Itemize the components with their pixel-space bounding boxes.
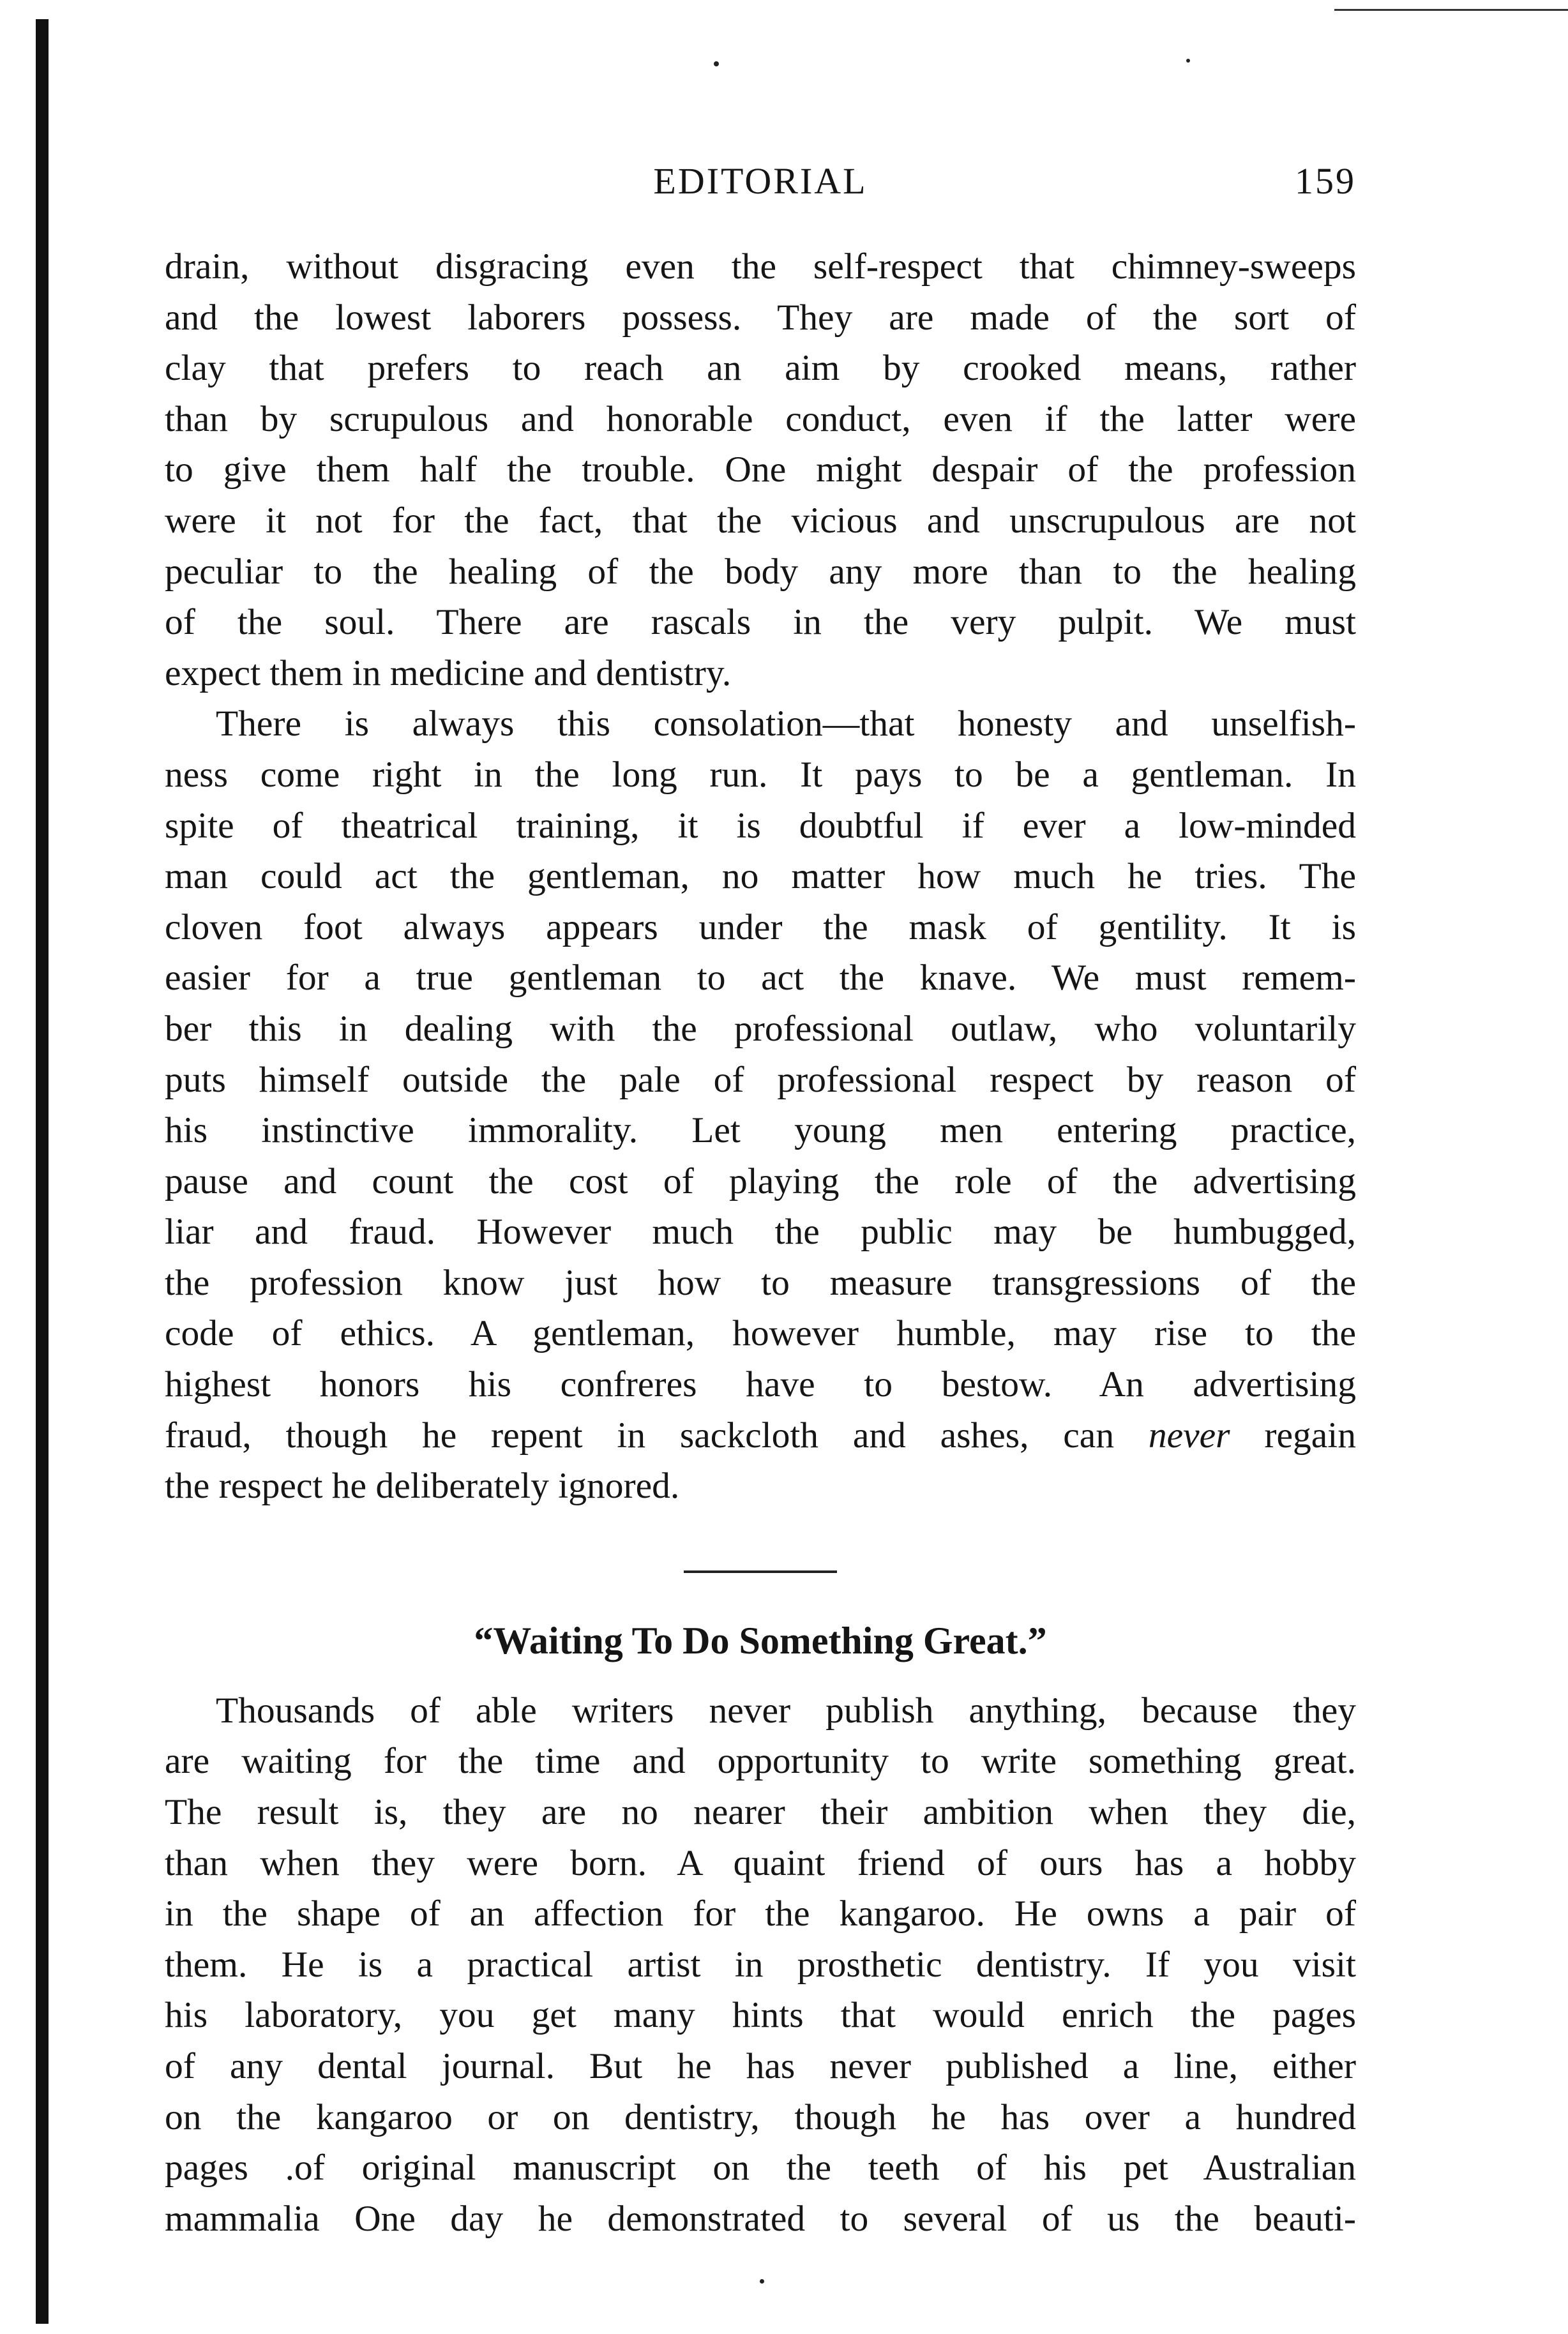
text-line: were it not for the fact, that the vicious and unscrupulous are not [165, 500, 1356, 541]
text-line-with-emphasis [165, 1410, 1356, 1461]
text-line: pause and count the cost of playing the role of the advertising [165, 1161, 1356, 1201]
paragraph-3 [165, 1685, 1356, 2245]
text-line: puts himself outside the pale of professional respect by reason of [165, 1059, 1356, 1100]
page-number: 159 [1295, 160, 1356, 202]
text-line: clay that prefers to reach an aim by crooked means, rather [165, 348, 1356, 389]
text-line: spite of theatrical training, it is doubtful if ever a low-minded [165, 805, 1356, 846]
speck-mark [714, 61, 719, 66]
text-line: cloven foot always appears under the mask of gentility. It is [165, 907, 1356, 947]
text-line: than by scrupulous and honorable conduct, even if the latter were [165, 398, 1356, 439]
text-line: in the shape of an affection for the kangaroo. He owns a pair of [165, 1894, 1356, 1934]
text-line: his instinctive immorality. Let young men entering practice, [165, 1110, 1356, 1151]
text-line: highest honors his confreres have to bestow. An advertising [165, 1364, 1356, 1405]
body-text [165, 241, 1356, 2244]
text-line: the respect he deliberately ignored. [165, 1466, 680, 1507]
text-line: on the kangaroo or on dentistry, though he has over a hundred [165, 2097, 1356, 2137]
paragraph-2 [165, 698, 1356, 1512]
paragraph-1 [165, 241, 1356, 698]
text-line: liar and fraud. However much the public may be humbugged, [165, 1212, 1356, 1253]
text-line: mammalia One day he demonstrated to several of us the beauti- [165, 2198, 1356, 2239]
text-line: The result is, they are no nearer their ambition when they die, [165, 1792, 1356, 1833]
text-line: of the soul. There are rascals in the very pulpit. We must [165, 602, 1356, 643]
text-line: expect them in medicine and dentistry. [165, 652, 732, 693]
text-line: man could act the gentleman, no matter how much he tries. The [165, 856, 1356, 897]
text-line: are waiting for the time and opportunity to write something great. [165, 1741, 1356, 1782]
text-line: to give them half the trouble. One might despair of the profession [165, 449, 1356, 490]
text-line: pages .of original manuscript on the teeth of his pet Australian [165, 2148, 1356, 2188]
text-line: Thousands of able writers never publish anything, because they [216, 1690, 1356, 1731]
emphasis-never: never [1148, 1415, 1230, 1456]
page-edge-bar [36, 19, 49, 2324]
text-line: his laboratory, you get many hints that would enrich the pages [165, 1995, 1356, 2036]
text-line: There is always this consolation—that honesty and unselfish- [216, 704, 1356, 744]
top-rule [1334, 9, 1568, 11]
page-header [165, 160, 1356, 211]
text-fragment: fraud, though he repent in sackcloth and ashes, can [165, 1415, 1149, 1456]
speck-mark [1186, 59, 1190, 63]
speck-mark [760, 2279, 764, 2284]
text-line: than when they were born. A quaint friend of ours has a hobby [165, 1842, 1356, 1883]
text-line: ber this in dealing with the professional outlaw, who voluntarily [165, 1008, 1356, 1049]
text-fragment: regain [1230, 1415, 1356, 1456]
running-head: EDITORIAL [653, 160, 868, 202]
text-line: the profession know just how to measure transgressions of the [165, 1262, 1356, 1303]
section-heading: “Waiting To Do Something Great.” [474, 1619, 1047, 1662]
section-divider [684, 1570, 837, 1573]
text-line: and the lowest laborers possess. They are made of the sort of [165, 297, 1356, 338]
text-line: peculiar to the healing of the body any more than to the healing [165, 551, 1356, 592]
text-line: easier for a true gentleman to act the knave. We must remem- [165, 958, 1356, 998]
text-line: drain, without disgracing even the self-respect that chimney-sweeps [165, 246, 1356, 287]
text-line: code of ethics. A gentleman, however humble, may rise to the [165, 1313, 1356, 1354]
text-line: them. He is a practical artist in prosthetic dentistry. If you visit [165, 1944, 1356, 1985]
text-line: of any dental journal. But he has never published a line, either [165, 2046, 1356, 2086]
text-line: ness come right in the long run. It pays to be a gentleman. In [165, 754, 1356, 795]
